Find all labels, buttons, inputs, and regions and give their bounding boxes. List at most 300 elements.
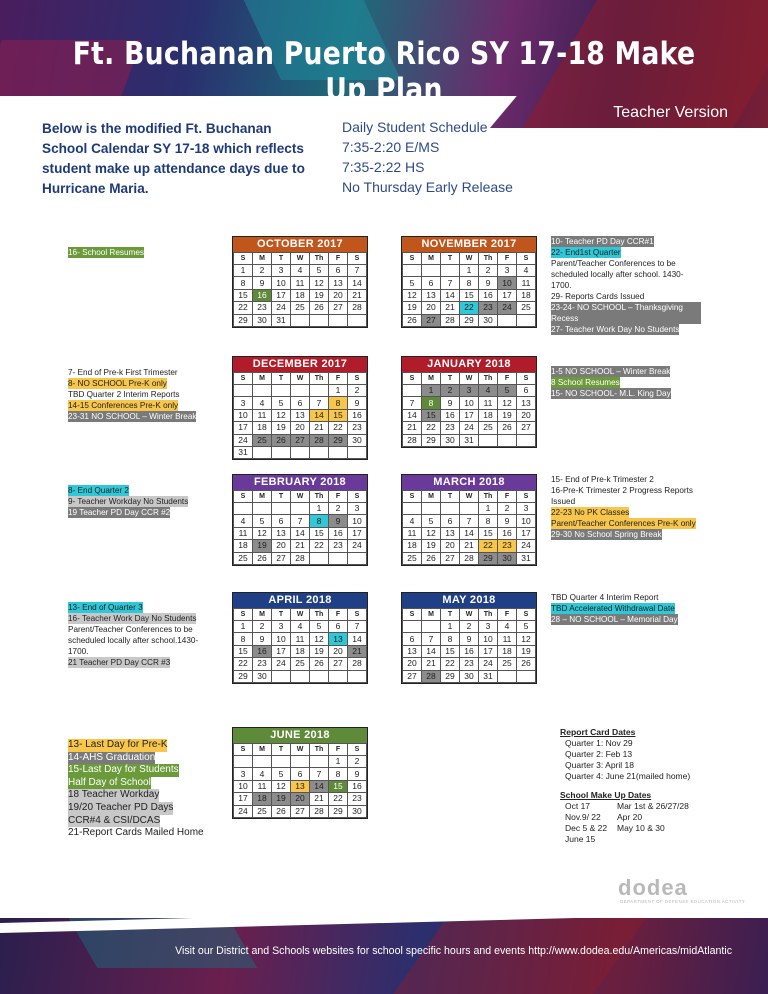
day-cell: 31 (272, 314, 291, 326)
day-cell (422, 503, 441, 515)
day-cell (403, 265, 422, 277)
makeup-date: Oct 17 (565, 801, 591, 811)
day-cell: 27 (517, 422, 536, 434)
day-cell: 15 (441, 645, 460, 657)
day-cell: 11 (253, 409, 272, 421)
calendar-note: 13- Last Day for Pre-K (68, 739, 168, 750)
day-cell: 11 (253, 780, 272, 792)
day-cell: 31 (517, 552, 536, 564)
day-cell: 1 (460, 265, 479, 277)
weekday-header: W (460, 491, 479, 503)
day-cell: 30 (253, 314, 272, 326)
day-cell: 27 (291, 434, 310, 446)
day-cell: 13 (291, 409, 310, 421)
day-cell: 13 (422, 289, 441, 301)
day-cell: 25 (234, 552, 253, 564)
dodea-logo-subtitle: DEPARTMENT OF DEFENSE EDUCATION ACTIVITY (620, 899, 746, 904)
day-cell (348, 314, 367, 326)
makeup-date: June 15 (565, 834, 596, 844)
day-cell: 29 (234, 314, 253, 326)
day-cell: 9 (348, 397, 367, 409)
day-cell: 15 (234, 645, 253, 657)
day-cell: 11 (291, 633, 310, 645)
day-cell (253, 446, 272, 458)
day-cell (291, 314, 310, 326)
calendar-note: TBD Quarter 4 Interim Report (551, 593, 659, 602)
calendar-note: 23-31 NO SCHOOL – Winter Break (68, 412, 197, 421)
day-cell: 14 (310, 780, 329, 792)
day-cell: 2 (348, 756, 367, 768)
day-cell: 11 (517, 277, 536, 289)
day-cell: 17 (234, 793, 253, 805)
report-card-item: Quarter 4: June 21(mailed home) (565, 771, 691, 781)
day-cell (441, 265, 460, 277)
day-cell: 22 (441, 658, 460, 670)
day-cell: 6 (441, 515, 460, 527)
notes-january (551, 366, 701, 399)
day-cell: 11 (291, 277, 310, 289)
day-cell: 12 (310, 633, 329, 645)
weekday-header: S (403, 253, 422, 265)
calendar-november-2017 (401, 236, 537, 328)
intro-text: Below is the modified Ft. Buchanan School Calendar SY 17-18 which reflects student make up attendance days due to Hurricane Maria. (42, 121, 305, 196)
weekday-header: F (329, 253, 348, 265)
day-cell: 30 (348, 805, 367, 817)
day-cell: 14 (291, 527, 310, 539)
day-cell: 25 (291, 658, 310, 670)
day-cell: 28 (310, 434, 329, 446)
day-cell: 27 (329, 658, 348, 670)
day-cell: 18 (291, 289, 310, 301)
day-cell: 3 (272, 621, 291, 633)
day-cell: 16 (329, 527, 348, 539)
weekday-header: Th (310, 744, 329, 756)
calendar-note: 29- Reports Cards Issued (551, 292, 645, 301)
day-cell: 9 (479, 277, 498, 289)
weekday-header: M (253, 609, 272, 621)
weekday-header: T (441, 491, 460, 503)
weekday-header: S (403, 373, 422, 385)
day-cell: 15 (329, 409, 348, 421)
calendar-note: TBD Quarter 2 Interim Reports (68, 390, 180, 399)
calendar-note: 21-Report Cards Mailed Home (68, 827, 204, 839)
weekday-header: M (422, 609, 441, 621)
day-cell (272, 756, 291, 768)
day-cell: 19 (498, 409, 517, 421)
weekday-header: S (517, 609, 536, 621)
calendar-note: 22-23 No PK Classes (551, 508, 630, 517)
day-cell: 12 (310, 277, 329, 289)
day-cell: 20 (329, 645, 348, 657)
day-cell: 5 (253, 515, 272, 527)
report-card-item: Quarter 2: Feb 13 (565, 749, 633, 759)
day-cell: 14 (348, 277, 367, 289)
day-cell: 17 (272, 645, 291, 657)
day-cell: 26 (498, 422, 517, 434)
weekday-header: M (422, 373, 441, 385)
day-cell: 22 (329, 422, 348, 434)
month-header: APRIL 2018 (233, 593, 367, 608)
calendar-note: 10- Teacher PD Day CCR#1 (551, 237, 654, 246)
day-cell: 8 (329, 397, 348, 409)
weekday-header: S (517, 373, 536, 385)
day-cell: 23 (348, 422, 367, 434)
weekday-header: S (348, 744, 367, 756)
calendar-note: 16-Pre-K Trimester 2 Progress Reports Issued (551, 486, 693, 506)
day-cell: 30 (348, 434, 367, 446)
weekday-header: W (291, 253, 310, 265)
day-cell: 5 (422, 515, 441, 527)
page-title: Ft. Buchanan Puerto Rico SY 17-18 Make Up Plan (72, 36, 696, 108)
day-cell: 31 (234, 446, 253, 458)
day-cell (310, 385, 329, 397)
report-card-title: Report Card Dates (560, 727, 636, 737)
day-cell: 19 (272, 422, 291, 434)
weekday-header: Th (479, 253, 498, 265)
day-cell: 22 (310, 540, 329, 552)
calendar-note: 16- School Resumes (68, 248, 144, 257)
day-cell: 10 (272, 633, 291, 645)
day-cell (348, 670, 367, 682)
day-cell (272, 385, 291, 397)
day-cell: 25 (479, 422, 498, 434)
day-cell: 13 (291, 780, 310, 792)
day-cell: 21 (310, 793, 329, 805)
calendar-june-2018 (232, 727, 368, 819)
day-cell: 8 (422, 397, 441, 409)
day-cell (517, 314, 536, 326)
day-cell: 6 (291, 397, 310, 409)
day-cell: 5 (310, 265, 329, 277)
calendar-note: 28 – NO SCHOOL – Memorial Day (551, 615, 678, 624)
calendar-note: 19 Teacher PD Day CCR #2 (68, 508, 171, 517)
day-cell: 2 (253, 621, 272, 633)
footer-banner (0, 918, 768, 994)
day-cell: 20 (272, 540, 291, 552)
day-cell: 18 (498, 645, 517, 657)
day-cell: 6 (272, 515, 291, 527)
day-cell: 20 (422, 302, 441, 314)
day-cell: 14 (348, 633, 367, 645)
dodea-logo: dodea (618, 875, 688, 900)
day-cell: 9 (498, 515, 517, 527)
day-cell: 2 (441, 385, 460, 397)
calendar-note: Parent/Teacher Conferences Pre-K only (551, 519, 696, 528)
day-cell: 23 (498, 540, 517, 552)
calendar-note: 8 School Resumes (551, 378, 620, 387)
weekday-header: S (234, 373, 253, 385)
day-cell (441, 503, 460, 515)
day-cell: 18 (479, 409, 498, 421)
report-card-item: Quarter 3: April 18 (565, 760, 634, 770)
weekday-header: M (253, 744, 272, 756)
day-cell (517, 670, 536, 682)
day-cell (329, 446, 348, 458)
day-cell: 14 (441, 289, 460, 301)
day-cell: 5 (272, 768, 291, 780)
calendar-note: 15- End of Pre-k Trimester 2 (551, 475, 654, 484)
day-cell: 6 (517, 385, 536, 397)
day-cell: 1 (479, 503, 498, 515)
day-cell: 13 (441, 527, 460, 539)
calendar-note: 15-Last Day for Students (68, 764, 179, 776)
day-cell: 8 (234, 633, 253, 645)
weekday-header: S (403, 609, 422, 621)
day-cell: 27 (291, 805, 310, 817)
weekday-header: M (253, 253, 272, 265)
day-cell (291, 446, 310, 458)
day-cell: 2 (498, 503, 517, 515)
day-cell: 17 (498, 289, 517, 301)
day-cell: 1 (422, 385, 441, 397)
calendar-note: 8- End Quarter 2 (68, 486, 129, 495)
day-cell: 16 (253, 289, 272, 301)
month-header: FEBRUARY 2018 (233, 475, 367, 490)
weekday-header: T (441, 253, 460, 265)
weekday-header: M (253, 491, 272, 503)
day-cell: 14 (460, 527, 479, 539)
calendar-october-2017 (232, 236, 368, 328)
calendar-note: 8- NO SCHOOL Pre-K only (68, 379, 167, 388)
day-cell: 28 (310, 805, 329, 817)
weekday-header: F (498, 373, 517, 385)
day-cell: 5 (517, 621, 536, 633)
day-cell: 21 (310, 422, 329, 434)
day-cell: 7 (348, 265, 367, 277)
calendar-december-2017 (232, 356, 368, 460)
day-cell (479, 434, 498, 446)
day-cell: 17 (479, 645, 498, 657)
day-cell: 24 (272, 302, 291, 314)
day-cell: 25 (291, 302, 310, 314)
day-cell: 7 (460, 515, 479, 527)
weekday-header: W (291, 373, 310, 385)
weekday-header: S (348, 253, 367, 265)
day-cell: 29 (441, 670, 460, 682)
day-cell (291, 670, 310, 682)
day-cell: 10 (479, 633, 498, 645)
calendar-note: 14-AHS Graduation (68, 751, 156, 763)
calendar-note: 21 Teacher PD Day CCR #3 (68, 658, 171, 667)
day-cell: 20 (403, 658, 422, 670)
day-cell: 1 (329, 385, 348, 397)
day-cell: 24 (272, 658, 291, 670)
day-cell: 22 (234, 658, 253, 670)
month-header: JANUARY 2018 (402, 357, 536, 372)
day-cell: 3 (460, 385, 479, 397)
calendar-note: 29-30 No School Spring Break (551, 530, 662, 539)
weekday-header: T (272, 373, 291, 385)
day-cell: 16 (479, 289, 498, 301)
weekday-header: Th (310, 373, 329, 385)
day-cell: 18 (253, 422, 272, 434)
day-cell: 4 (234, 515, 253, 527)
calendar-april-2018 (232, 592, 368, 684)
schedule-line: 7:35-2:22 HS (342, 159, 425, 175)
day-cell: 8 (460, 277, 479, 289)
day-cell: 26 (517, 658, 536, 670)
calendar-note: 23-24- NO SCHOOL – Thanksgiving Recess (551, 302, 701, 324)
day-cell: 4 (403, 515, 422, 527)
report-card-dates (560, 727, 690, 782)
day-cell (253, 503, 272, 515)
day-cell (403, 503, 422, 515)
daily-schedule (342, 117, 513, 197)
day-cell: 20 (291, 422, 310, 434)
weekday-header: T (272, 253, 291, 265)
day-cell: 3 (234, 397, 253, 409)
day-cell: 18 (291, 645, 310, 657)
calendar-note: 18 Teacher Workday (68, 789, 160, 801)
day-cell (329, 670, 348, 682)
day-cell: 28 (348, 302, 367, 314)
weekday-header: F (329, 609, 348, 621)
day-cell: 13 (329, 633, 348, 645)
day-cell: 3 (479, 621, 498, 633)
day-cell: 1 (310, 503, 329, 515)
day-cell: 27 (329, 302, 348, 314)
weekday-header: M (422, 491, 441, 503)
notes-may (551, 592, 711, 625)
weekday-header: M (422, 253, 441, 265)
makeup-date: Dec 5 & 22 (565, 823, 608, 833)
day-cell (329, 552, 348, 564)
day-cell: 27 (441, 552, 460, 564)
weekday-header: F (498, 253, 517, 265)
calendar-note: Parent/Teacher Conferences to be scheduled locally after school. 1430-1700. (551, 259, 684, 290)
schedule-line: Daily Student Schedule (342, 119, 488, 135)
day-cell: 1 (329, 756, 348, 768)
day-cell: 22 (479, 540, 498, 552)
day-cell: 26 (272, 805, 291, 817)
weekday-header: Th (479, 491, 498, 503)
day-cell: 24 (460, 422, 479, 434)
day-cell: 26 (422, 552, 441, 564)
day-cell: 21 (403, 422, 422, 434)
day-cell: 29 (329, 805, 348, 817)
day-cell: 4 (479, 385, 498, 397)
day-cell: 7 (291, 515, 310, 527)
weekday-header: S (348, 491, 367, 503)
day-cell (310, 670, 329, 682)
calendar-note: 14-15 Conferences Pre-K only (68, 401, 179, 410)
weekday-header: S (234, 609, 253, 621)
day-cell (253, 756, 272, 768)
day-cell: 24 (348, 540, 367, 552)
day-cell: 23 (348, 793, 367, 805)
weekday-header: T (441, 373, 460, 385)
day-cell: 20 (517, 409, 536, 421)
calendar-note: Parent/Teacher Conferences to be scheduled locally after school.1430-1700. (68, 625, 199, 656)
day-cell: 16 (253, 645, 272, 657)
day-cell (291, 503, 310, 515)
schedule-line: 7:35-2:20 E/MS (342, 139, 440, 155)
calendar-note: 7- End of Pre-k First Trimester (68, 368, 178, 377)
day-cell: 2 (253, 265, 272, 277)
day-cell: 26 (310, 658, 329, 670)
day-cell: 1 (234, 621, 253, 633)
day-cell: 23 (479, 302, 498, 314)
day-cell: 21 (441, 302, 460, 314)
weekday-header: S (403, 491, 422, 503)
day-cell: 9 (441, 397, 460, 409)
weekday-header: T (272, 744, 291, 756)
day-cell: 20 (291, 793, 310, 805)
weekday-header: F (329, 373, 348, 385)
day-cell: 10 (234, 409, 253, 421)
weekday-header: Th (479, 609, 498, 621)
notes-december (68, 367, 218, 422)
day-cell: 13 (272, 527, 291, 539)
day-cell: 28 (422, 670, 441, 682)
calendar-note: 13- End of Quarter 3 (68, 603, 143, 612)
day-cell: 27 (422, 314, 441, 326)
day-cell: 12 (517, 633, 536, 645)
month-header: MARCH 2018 (402, 475, 536, 490)
weekday-header: F (498, 609, 517, 621)
day-cell: 2 (460, 621, 479, 633)
calendar-may-2018 (401, 592, 537, 684)
weekday-header: W (291, 609, 310, 621)
notes-march (551, 474, 701, 540)
day-cell: 14 (310, 409, 329, 421)
day-cell: 26 (403, 314, 422, 326)
month-header: MAY 2018 (402, 593, 536, 608)
makeup-title: School Make Up Dates (560, 790, 652, 800)
day-cell: 14 (422, 645, 441, 657)
day-cell (422, 621, 441, 633)
day-cell: 25 (403, 552, 422, 564)
day-cell: 17 (348, 527, 367, 539)
weekday-header: F (329, 744, 348, 756)
day-cell (403, 385, 422, 397)
day-cell: 26 (272, 434, 291, 446)
day-cell (498, 314, 517, 326)
calendar-note: 22- End1st Quarter (551, 248, 621, 257)
day-cell: 4 (291, 621, 310, 633)
day-cell: 13 (329, 277, 348, 289)
weekday-header: Th (479, 373, 498, 385)
day-cell: 3 (517, 503, 536, 515)
day-cell: 8 (310, 515, 329, 527)
day-cell: 23 (329, 540, 348, 552)
day-cell: 19 (310, 645, 329, 657)
day-cell: 4 (291, 265, 310, 277)
month-header: OCTOBER 2017 (233, 237, 367, 252)
day-cell (253, 385, 272, 397)
day-cell: 24 (234, 434, 253, 446)
day-cell: 23 (253, 302, 272, 314)
weekday-header: S (234, 253, 253, 265)
day-cell: 21 (291, 540, 310, 552)
day-cell: 7 (310, 768, 329, 780)
day-cell: 24 (479, 658, 498, 670)
day-cell: 6 (291, 768, 310, 780)
day-cell: 15 (329, 780, 348, 792)
day-cell: 9 (329, 515, 348, 527)
weekday-header: T (272, 609, 291, 621)
day-cell (291, 756, 310, 768)
day-cell: 6 (329, 621, 348, 633)
day-cell: 31 (460, 434, 479, 446)
day-cell: 15 (479, 527, 498, 539)
day-cell: 22 (234, 302, 253, 314)
weekday-header: W (460, 609, 479, 621)
day-cell (310, 314, 329, 326)
day-cell: 21 (348, 289, 367, 301)
day-cell (329, 314, 348, 326)
day-cell: 5 (498, 385, 517, 397)
